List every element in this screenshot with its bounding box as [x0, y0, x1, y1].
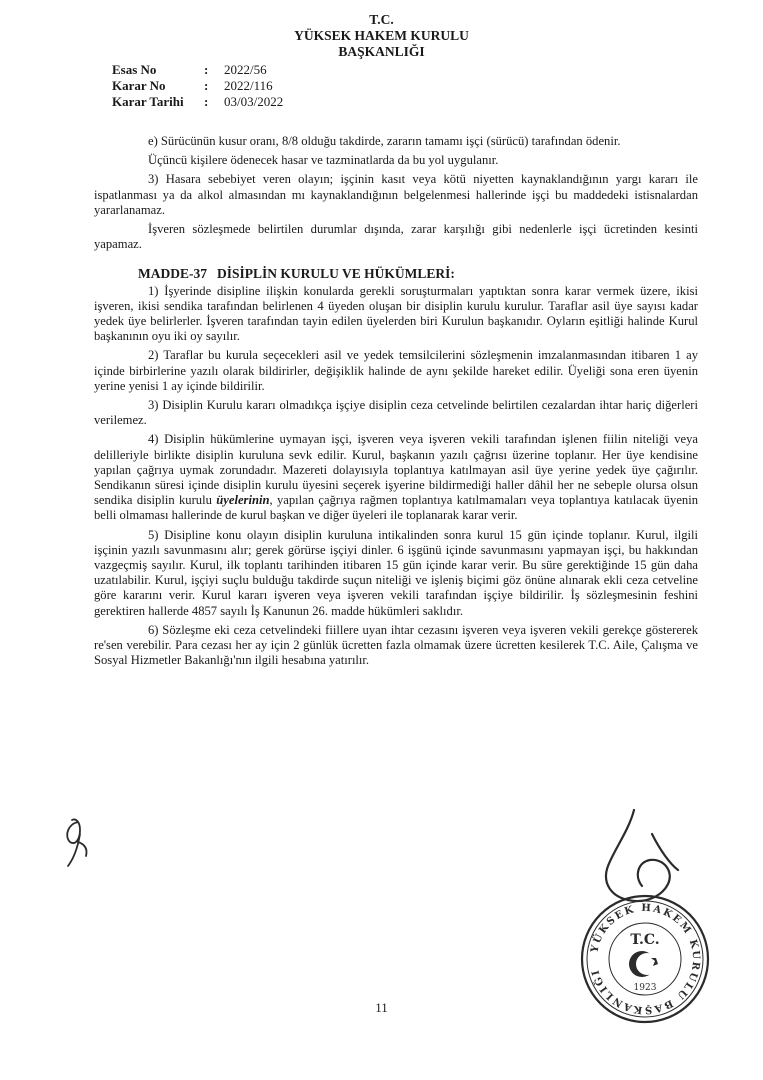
meta-separator: :	[204, 94, 209, 109]
meta-value: 03/03/2022	[224, 94, 284, 109]
header-country: T.C.	[369, 12, 394, 27]
article-paragraph-4	[94, 432, 698, 523]
svg-text:T.C.: T.C.	[630, 932, 660, 948]
meta-value: 2022/56	[224, 62, 267, 77]
meta-row-karar	[112, 78, 283, 94]
meta-separator: :	[204, 62, 209, 77]
article-number: MADDE-37	[138, 266, 207, 282]
article-paragraph-6: 6) Sözleşme eki ceza cetvelindeki fiillere uyan ihtar cezasını işveren veya işveren vekili gerekçe göstererek re'sen verebilir. Para cezası her ay için 2 günlük ücretten fazla olmamak üzere ücretten kesilerek T.C. Aile, Çalışma ve Sosyal Hizmetler Bakanlığı'nın ilgili hesabına yatırılır.	[94, 622, 698, 668]
article-paragraph-3: 3) Disiplin Kurulu kararı olmadıkça işçiye disiplin ceza cetvelinde belirtilen cezalardan ihtar hariç diğerleri verilemez.	[94, 398, 698, 428]
document-header	[0, 12, 763, 60]
svg-text:YÜKSEK HAKEM KURULU BAŞKANLIĞI: YÜKSEK HAKEM KURULU BAŞKANLIĞI	[589, 902, 702, 1016]
paragraph-e: e) Sürücünün kusur oranı, 8/8 olduğu takdirde, zararın tamamı işçi (sürücü) tarafından ödenir.	[148, 134, 621, 148]
meta-label: Esas No	[112, 62, 157, 77]
paragraph-4-emphasis: üyelerinin	[216, 493, 270, 508]
handwritten-initial	[58, 812, 108, 872]
page-number: 11	[375, 1000, 388, 1015]
svg-text:1923: 1923	[633, 983, 657, 993]
article-paragraph-2: 2) Taraflar bu kurula seçecekleri asil ve yedek temsilcilerini sözleşmenin imzalanmasından itibaren 1 ay içinde birbirlerine yazılı olarak bildirirler, değişiklik halinde de aynı şekilde hareket edilir. Üyeliği sona eren üyenin yerine yenisi 1 ay içinde bildirilir.	[94, 348, 698, 393]
header-institution: YÜKSEK HAKEM KURULU	[294, 28, 469, 43]
meta-label: Karar No	[112, 78, 166, 93]
paragraph-employer-deduction: İşveren sözleşmede belirtilen durumlar dışında, zarar karşılığı gibi nedenlerle işçi ücretinden kesinti yapamaz.	[94, 222, 698, 252]
document-body	[94, 134, 698, 673]
article-paragraph-1: 1) İşyerinde disipline ilişkin konularda gerekli soruşturmaları yaptıktan sonra karar vermek üzere, ikisi işveren, ikisi sendika tarafından belirlenen 4 üyeden oluşan bir disiplin kurulu kurulur. Taraflar asil üye sayısı kadar yedek üye belirlerler. İşveren tarafından tayin edilen üyelerden biri Kurulun başkanıdır. Oyların eşitliği halinde Kurul başkanının oyu iki oy sayılır.	[94, 283, 698, 344]
paragraph-3: 3) Hasara sebebiyet veren olayın; işçinin kasıt veya kötü niyetten kaynaklandığının yargı kararı ile ispatlanması ya da alkol almasından mı kaynaklandığının belgelenmesi hallerinde işçi bu maddedeki istisnalardan yararlanamaz.	[94, 172, 698, 217]
meta-label: Karar Tarihi	[112, 94, 184, 109]
article-heading	[94, 266, 698, 281]
paragraph-4-text-start: 4) Disiplin hükümlerine uymayan işçi, işveren veya işveren vekili tarafından işlenen fiilin niteliği veya delilleriyle birlikte disiplin kuruluna sevk edilir. Kurul, başkanın yazılı çağrısı üzerine toplanır. Her üye kendisine yapılan çağrıya uymak zorundadır. Mazereti dolayısıyla toplantıya katılmayan asil üye yerine yedek üye çağırılır. Sendikanın süresi içinde disiplin kurulu üyesini seçerek işyerine bildirmediği haller dâhil her ne sebeple olursa olsun sendika disiplin kurulu	[94, 432, 698, 508]
article-paragraph-5: 5) Disipline konu olayın disiplin kuruluna intikalinden sonra kurul 15 gün içinde toplanır. Kurul, ilgili işçinin yazılı savunmasını alır; gerek görürse işçiyi dinler. 6 işgünü içinde savunmasını yapmayan işçi, bu hakkından vazgeçmiş sayılır. Kurul, ilk toplantı tarihinden itibaren 15 gün içinde karar verir. Bu süre gerektiğinde 15 gün daha uzatılabilir. Kurul, işçiyi suçlu bulduğu takdirde suçun niteliği ve işleniş biçimi göz önüne alınarak ekli ceza cetveline göre kararını verir. Kurul kararı işveren veya işveren vekili tarafından işçiye bildirilir. İş sözleşmesinin feshini gerektiren hallerde 4857 sayılı İş Kanunun 26. madde hükümleri saklıdır.	[94, 527, 698, 618]
meta-row-tarih	[112, 94, 283, 110]
paragraph-4-text-end: , yapılan çağrıya rağmen toplantıya katılmamaları veya toplantıya katılacak üyenin belli olmaması hallerinde de kurul başkan ve diğer üyeleri ile toplanarak karar verir.	[94, 493, 698, 523]
meta-value: 2022/116	[224, 78, 273, 93]
meta-separator: :	[204, 78, 209, 93]
case-meta	[112, 62, 283, 110]
article-title: DİSİPLİN KURULU VE HÜKÜMLERİ:	[217, 266, 455, 282]
meta-row-esas	[112, 62, 283, 78]
header-department: BAŞKANLIĞI	[338, 44, 425, 59]
paragraph-third-parties: Üçüncü kişilere ödenecek hasar ve tazminatlarda da bu yol uygulanır.	[148, 153, 499, 168]
